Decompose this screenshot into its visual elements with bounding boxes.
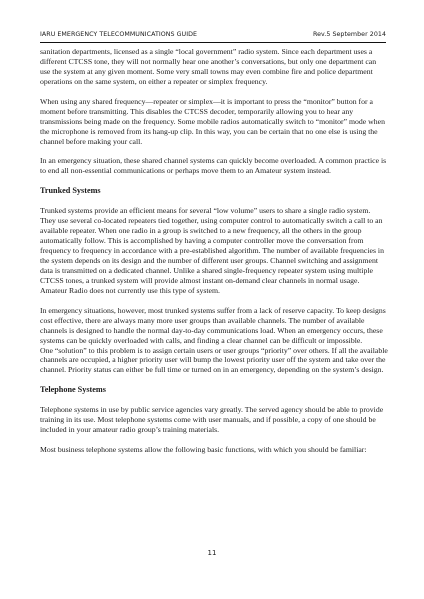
paragraph-telephone-intro: Telephone systems in use by public service agencies vary greatly. The served agency should be able to provide training in its use. Most telephone systems come with user manuals, and if possible, a copy of one should be included in your amateur radio group’s training materials.: [40, 405, 384, 435]
paragraph-trunked-intro: Trunked systems provide an efficient means for several “low volume” users to share a single radio system. They use several co-located repeaters tied together, using computer control to automatically switch a call to an available repeater. When one radio in a group is switched to a new frequency, all the others in the group automatically follow. This is accomplished by having a computer controller move the conversation from frequency to frequency in accordance with a pre-established algorithm. The number of available frequencies in the system depends on its design and the number of different user groups. Channel switching and assignment data is transmitted on a dedicated channel. Unlike a shared single-frequency repeater system using multiple CTCSS tones, a trunked system will provide almost instant on-demand clear channels in normal usage. Amateur Radio does not currently use this type of system.: [40, 206, 384, 295]
running-header: [40, 31, 386, 38]
paragraph-shared-systems: sanitation departments, licensed as a single “local government” radio system. Since each department uses a different CTCSS tone, they will not normally hear one another’s conversations, but only one department can use the system at any given moment. Some very small towns may even combine fire and police department operations on the same system, on either a repeater or simplex frequency.: [40, 47, 377, 86]
heading-trunked-systems: Trunked Systems: [40, 186, 101, 196]
paragraph-trunked-emergency: In emergency situations, however, most trunked systems suffer from a lack of reserve capacity. To keep designs cost effective, there are always many more user groups than available channels. The number of available channels is designed to handle the normal day-to-day communications load. When an emergency occurs, these systems can be quickly overloaded with calls, and finding a clear channel can be difficult or impossible.: [40, 305, 386, 345]
page-number: 11: [207, 549, 217, 557]
paragraph-trunked-priority: One “solution” to this problem is to assign certain users or user groups “priority” over others. If all the available channels are occupied, a higher priority user will bump the lowest priority user off the system and take over the channel. Priority status can either be full time or turned on in an emergency, depending on the system’s design.: [40, 345, 388, 375]
header-version: Rev.5 September 2014: [312, 31, 386, 38]
heading-telephone-systems: Telephone Systems: [40, 385, 106, 395]
paragraph-telephone-functions: Most business telephone systems allow the following basic functions, with which you should be familiar:: [40, 445, 367, 454]
header-divider: [40, 42, 386, 43]
paragraph-overload: In an emergency situation, these shared channel systems can quickly become overloaded. A common practice is to end all non-essential communications or perhaps move them to an Amateur system instead.: [40, 156, 387, 176]
header-title: IARU EMERGENCY TELECOMMUNICATIONS GUIDE: [40, 31, 198, 38]
document-body: [40, 47, 388, 465]
paragraph-monitor-button: When using any shared frequency—repeater or simplex—it is important to press the “monitor” button for a moment before transmitting. This disables the CTCSS decoder, temporarily allowing you to hear any transmissions being made on the frequency. Some mobile radios automatically switch to “monitor” mode when the microphone is removed from its hang-up clip. In this way, you can be certain that no one else is using the channel before making your call.: [40, 96, 385, 146]
